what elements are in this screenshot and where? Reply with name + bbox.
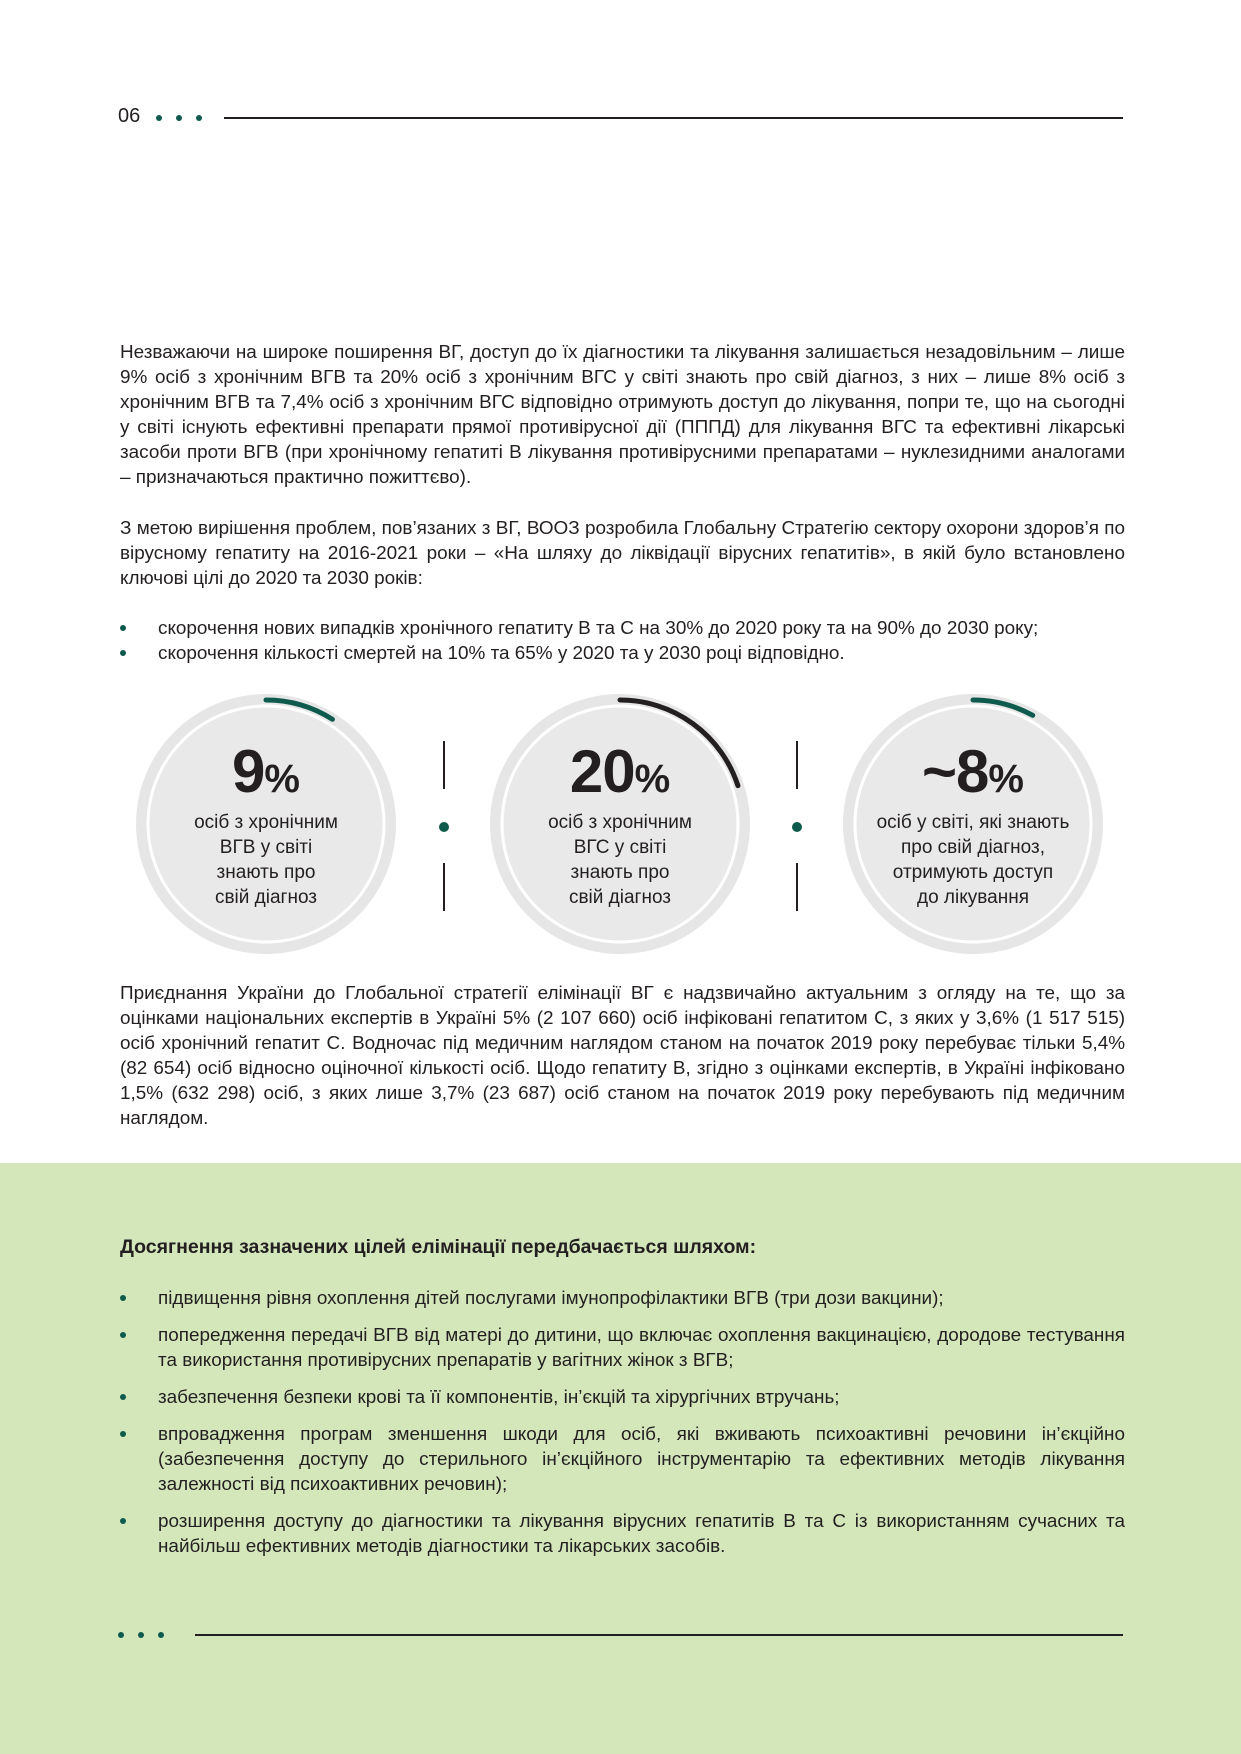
stat-ring-treatment-access	[834, 685, 1112, 963]
list-item: скорочення нових випадків хронічного гепатиту В та С на 30% до 2020 року та на 90% до 2030 року;	[120, 616, 1125, 641]
goals-list	[120, 616, 1125, 666]
separator-line	[443, 741, 445, 789]
bullet-icon	[120, 1332, 126, 1338]
separator-dot	[792, 822, 802, 832]
list-item: розширення доступу до діагностики та лікування вірусних гепатитів В та С із використанням сучасних та найбільш ефективних методів діагностики та лікарських засобів.	[120, 1509, 1125, 1559]
stat-value: 9%	[232, 738, 300, 805]
stat-ring-hcv-diagnosed	[481, 685, 759, 963]
section-heading: Досягнення зазначених цілей елімінації передбачається шляхом:	[120, 1236, 757, 1258]
list-item: забезпечення безпеки крові та її компонентів, ін’єкцій та хірургічних втручань;	[120, 1385, 1125, 1410]
list-item: попередження передачі ВГВ від матері до дитини, що включає охоплення вакцинацією, дородове тестування та використання противірусних препаратів у вагітних жінок з ВГВ;	[120, 1323, 1125, 1373]
ukraine-paragraph: Приєднання України до Глобальної стратегії елімінації ВГ є надзвичайно актуальним з огляду на те, що за оцінками національних експертів в Україні 5% (2 107 660) осіб інфіковані гепатитом С, з яких у 3,6% (1 517 515) осіб хронічний гепатит С. Водночас під медичним наглядом станом на початок 2019 року перебуває тільки 5,4% (82 654) осіб відносно оціночної кількості осіб. Щодо гепатиту В, згідно з оцінками експертів, в Україні інфіковано 1,5% (632 298) осіб, з яких лише 3,7% (23 687) осіб станом на початок 2019 року перебувають під медичним наглядом.	[120, 983, 1125, 1129]
list-item: скорочення кількості смертей на 10% та 65% у 2020 та у 2030 році відповідно.	[120, 641, 1125, 666]
separator-dot	[439, 822, 449, 832]
bullet-icon	[120, 1431, 126, 1437]
separator-line	[796, 863, 798, 911]
separator-line	[796, 741, 798, 789]
strategy-paragraph: З метою вирішення проблем, пов’язаних з ВГ, ВООЗ розробила Глобальну Стратегію сектору охорони здоров’я по вірусному гепатиту на 2016-2021 роки – «На шляху до ліквідації вірусних гепатитів», в якій було встановлено ключові цілі до 2020 та 2030 років:	[120, 518, 1125, 589]
stat-value: ~8%	[922, 738, 1024, 805]
measures-list	[120, 1286, 1125, 1571]
stat-caption: осіб у світі, які знають про свій діагноз, отримують доступ до лікування	[876, 812, 1070, 908]
bullet-icon	[120, 1518, 126, 1524]
footer-rule	[195, 1634, 1123, 1636]
separator-line	[443, 863, 445, 911]
bullet-icon	[120, 1295, 126, 1301]
list-item: підвищення рівня охоплення дітей послугами імунопрофілактики ВГВ (три дози вакцини);	[120, 1286, 1125, 1311]
stat-caption: осіб з хронічним ВГВ у світі знають про свій діагноз	[194, 812, 338, 908]
bullet-icon	[120, 625, 126, 631]
bullet-icon	[120, 1394, 126, 1400]
list-item: впровадження програм зменшення шкоди для осіб, які вживають психоактивні речовини ін’єкційно (забезпечення доступу до стерильного ін’єкційного інструментарію та ефективних методів лікування залежності від психоактивних речовин);	[120, 1422, 1125, 1497]
header-rule	[224, 117, 1123, 119]
stat-ring-hbv-diagnosed	[127, 685, 405, 963]
intro-paragraph: Незважаючи на широке поширення ВГ, доступ до їх діагностики та лікування залишається незадовільним – лише 9% осіб з хронічним ВГВ та 20% осіб з хронічним ВГС у світі знають про свій діагноз, з них – лише 8% осіб з хронічним ВГВ та 7,4% осіб з хронічним ВГС відповідно отримують доступ до лікування, попри те, що на сьогодні у світі існують ефективні препарати прямої противірусної дії (ПППД) для лікування ВГС та ефективні лікарські засоби проти ВГВ (при хронічному гепатиті В лікування противірусними препаратами – нуклезидними аналогами – призначаються практично пожиттєво).	[120, 342, 1125, 488]
page-number: 06	[118, 105, 141, 127]
stat-caption: осіб з хронічним ВГС у світі знають про свій діагноз	[548, 812, 692, 908]
stat-value: 20%	[569, 738, 671, 805]
bullet-icon	[120, 650, 126, 656]
